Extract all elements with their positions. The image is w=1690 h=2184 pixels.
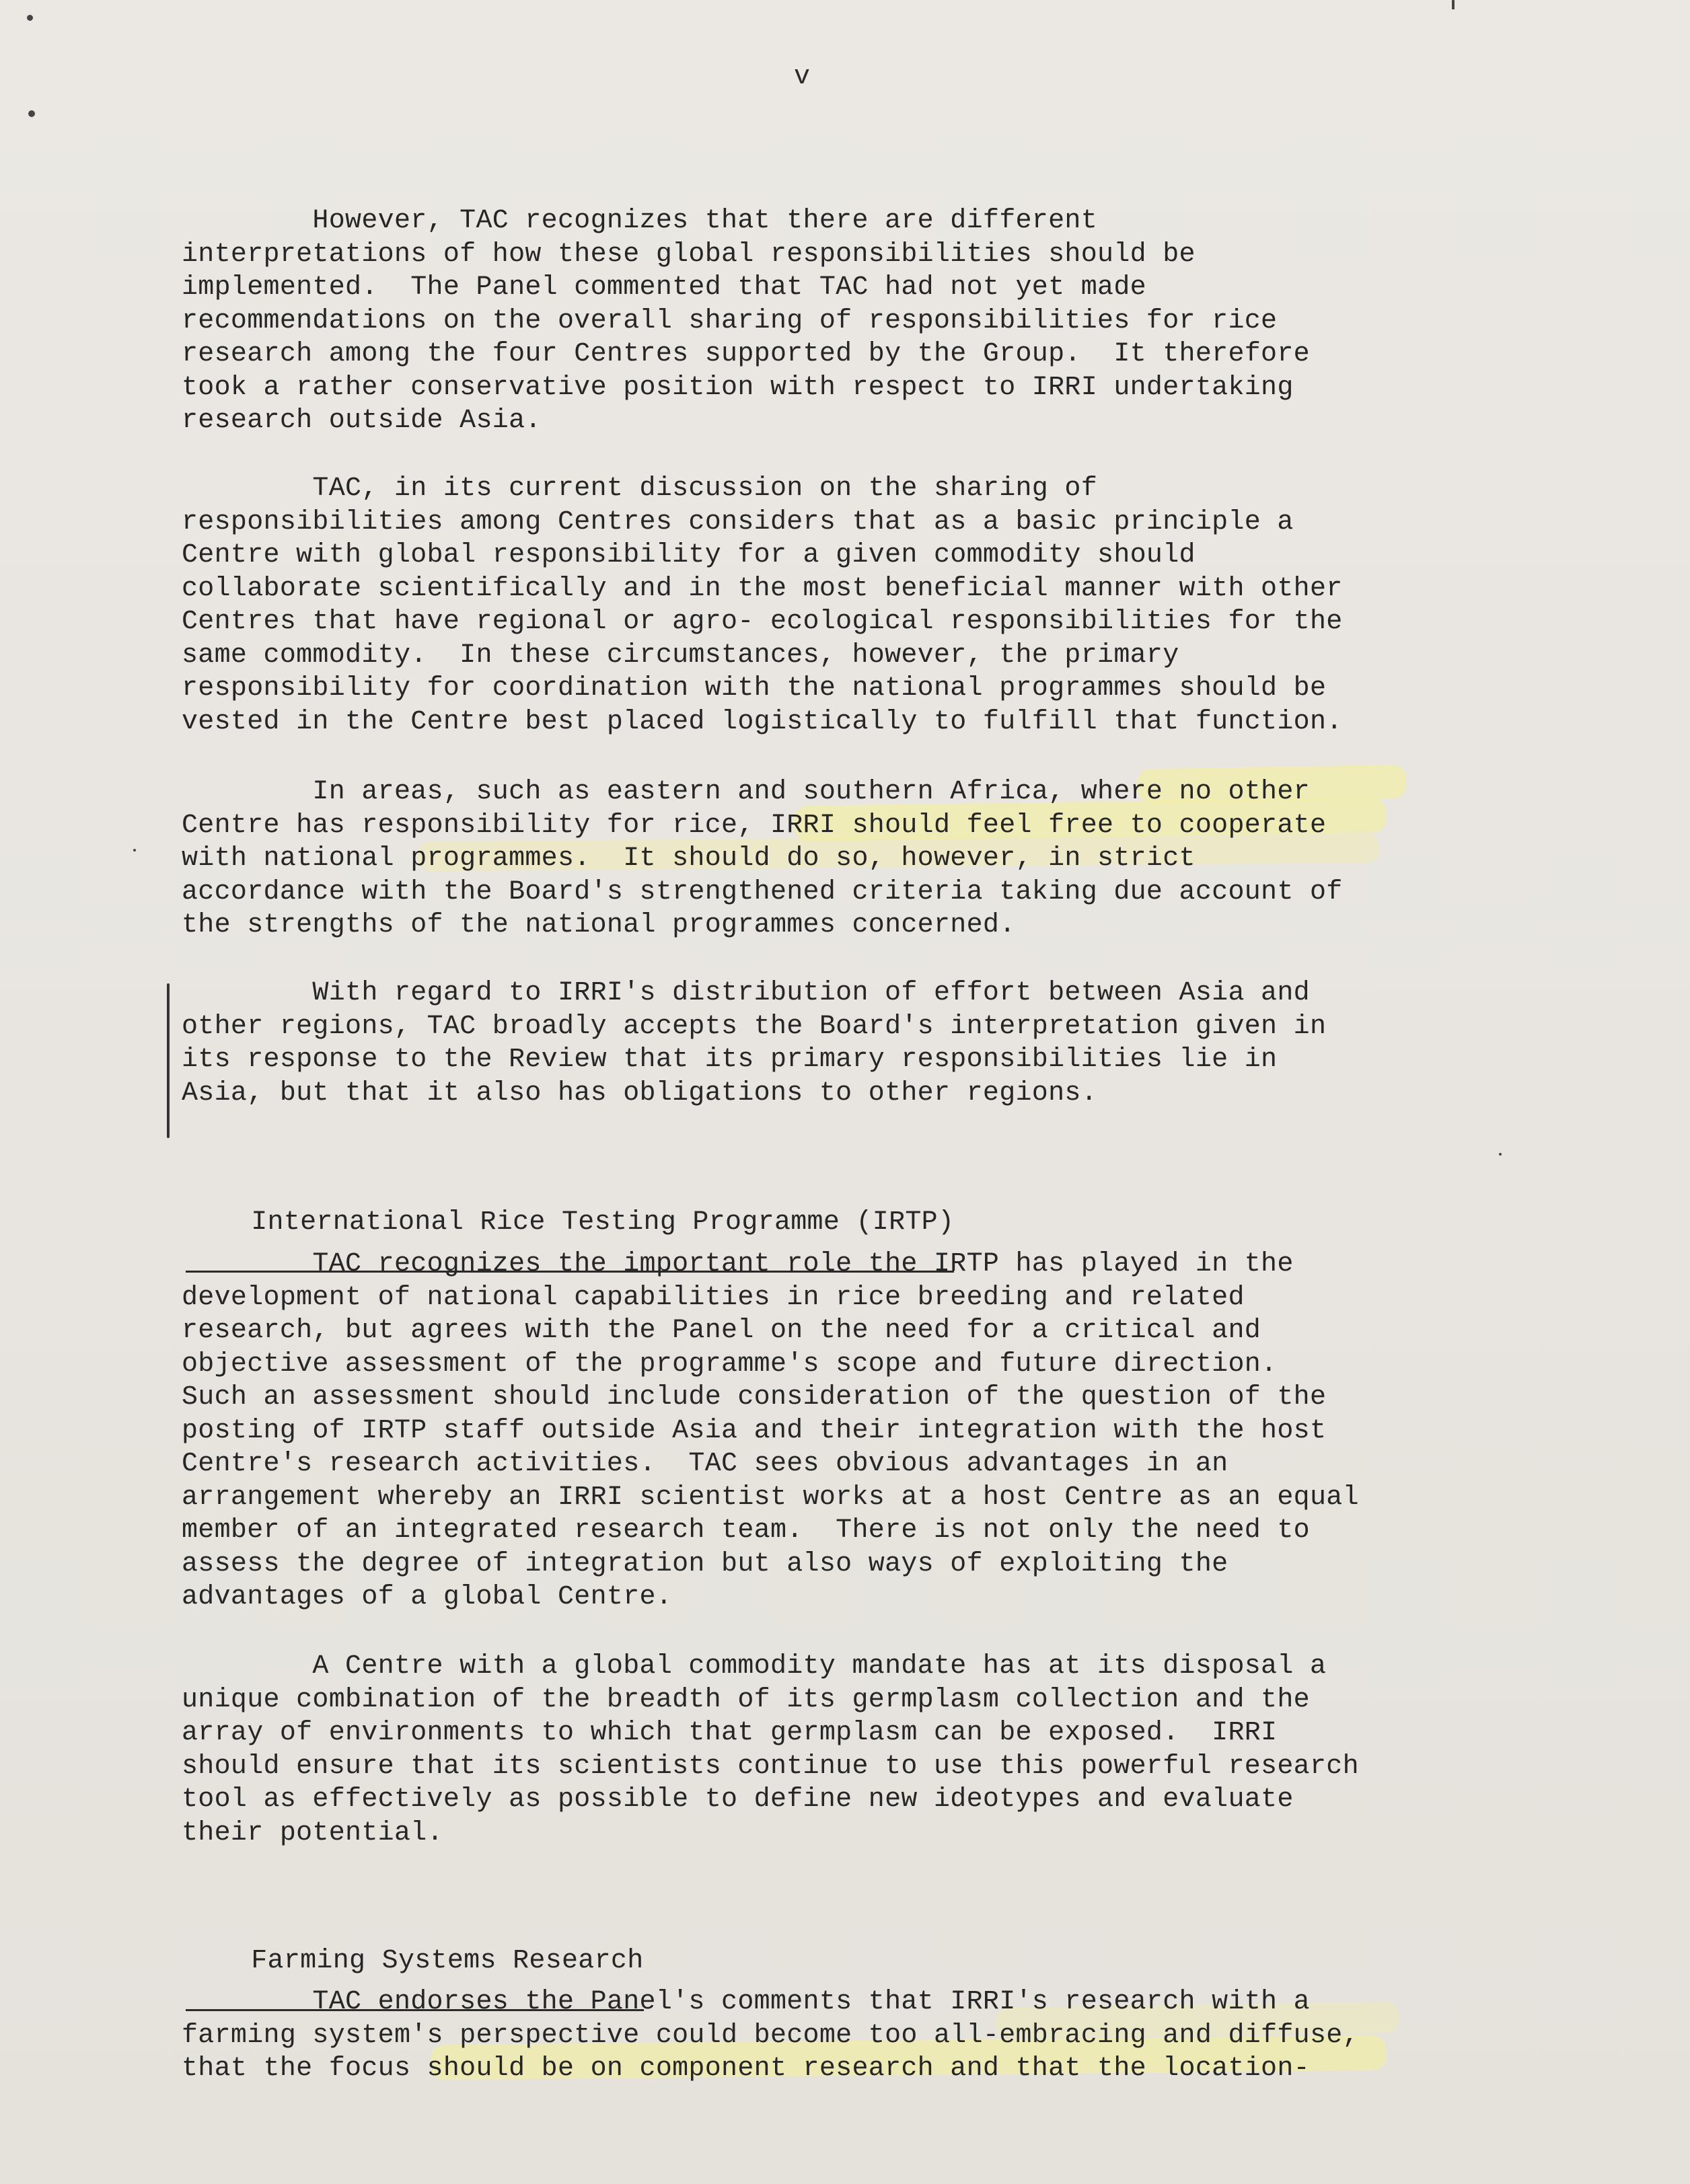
- text-line: A Centre with a global commodity mandate has at its disposal a: [182, 1651, 1327, 1682]
- text-line: should ensure that its scientists continue to use this powerful research: [182, 1751, 1359, 1782]
- text-line: their potential.: [182, 1817, 443, 1848]
- page-number: v: [794, 62, 811, 92]
- paragraph: [182, 1248, 1628, 1614]
- paragraph: [182, 472, 1628, 739]
- paper-speck: [1452, 0, 1455, 9]
- paper-speck: [28, 110, 35, 117]
- paragraph: [182, 1650, 1628, 1850]
- paragraph: [182, 1986, 1628, 2086]
- text-line: collaborate scientifically and in the most beneficial manner with other: [182, 573, 1343, 604]
- paper-speck: [27, 15, 33, 21]
- text-line: member of an integrated research team. There is not only the need to: [182, 1515, 1310, 1546]
- text-line: Centre with global responsibility for a given commodity should: [182, 540, 1196, 570]
- text-line: that the focus should be on component research and that the location-: [182, 2054, 1310, 2084]
- text-line: responsibilities among Centres considers that as a basic principle a: [182, 506, 1294, 537]
- text-line: TAC endorses the Panel's comments that IRRI's research with a: [182, 1987, 1310, 2017]
- text-line: arrangement whereby an IRRI scientist works at a host Centre as an equal: [182, 1482, 1359, 1513]
- margin-bracket-mark: [167, 983, 170, 1138]
- text-line: research among the four Centres supported by the Group. It therefore: [182, 339, 1310, 369]
- text-line: other regions, TAC broadly accepts the Board's interpretation given in: [182, 1011, 1327, 1042]
- text-line: TAC, in its current discussion on the sharing of: [182, 474, 1098, 504]
- paper-speck: [133, 849, 136, 852]
- text-line: Asia, but that it also has obligations to other regions.: [182, 1078, 1098, 1108]
- text-line: objective assessment of the programme's scope and future direction.: [182, 1349, 1278, 1380]
- paper-speck: [1499, 1153, 1502, 1156]
- text-line: assess the degree of integration but also ways of exploiting the: [182, 1548, 1228, 1579]
- text-line: accordance with the Board's strengthened criteria taking due account of: [182, 876, 1343, 907]
- text-line: farming system's perspective could become too all-embracing and diffuse,: [182, 2020, 1359, 2051]
- text-line: research outside Asia.: [182, 406, 542, 436]
- text-line: recommendations on the overall sharing of responsibilities for rice: [182, 305, 1278, 336]
- text-line: with national programmes. It should do so, however, in strict: [182, 843, 1196, 874]
- text-line: unique combination of the breadth of its germplasm collection and the: [182, 1684, 1310, 1715]
- text-line: With regard to IRRI's distribution of effort between Asia and: [182, 978, 1310, 1008]
- text-line: posting of IRTP staff outside Asia and their integration with the host: [182, 1415, 1327, 1446]
- text-line: interpretations of how these global responsibilities should be: [182, 239, 1196, 270]
- text-line: Such an assessment should include consideration of the question of the: [182, 1382, 1327, 1413]
- paragraph: [182, 977, 1628, 1110]
- text-line: implemented. The Panel commented that TAC had not yet made: [182, 272, 1146, 303]
- text-line: tool as effectively as possible to define new ideotypes and evaluate: [182, 1784, 1294, 1815]
- text-line: research, but agrees with the Panel on the need for a critical and: [182, 1316, 1261, 1346]
- text-line: TAC recognizes the important role the IRTP has played in the: [182, 1249, 1294, 1279]
- section-heading-text: International Rice Testing Programme (IRTP): [251, 1207, 955, 1238]
- text-line: the strengths of the national programmes concerned.: [182, 910, 1016, 940]
- section-heading-text: Farming Systems Research: [251, 1946, 644, 1976]
- text-line: However, TAC recognizes that there are different: [182, 206, 1098, 236]
- text-line: Centre has responsibility for rice, IRRI should feel free to cooperate: [182, 810, 1327, 841]
- paragraph: [182, 204, 1628, 438]
- text-line: In areas, such as eastern and southern Africa, where no other: [182, 777, 1310, 807]
- text-line: development of national capabilities in rice breeding and related: [182, 1282, 1245, 1313]
- text-line: its response to the Review that its primary responsibilities lie in: [182, 1045, 1278, 1075]
- text-line: Centres that have regional or agro- ecological responsibilities for the: [182, 607, 1343, 637]
- text-line: Centre's research activities. TAC sees obvious advantages in an: [182, 1449, 1228, 1479]
- text-line: responsibility for coordination with the national programmes should be: [182, 673, 1327, 704]
- text-line: same commodity. In these circumstances, however, the primary: [182, 640, 1179, 671]
- text-line: vested in the Centre best placed logistically to fulfill that function.: [182, 706, 1343, 737]
- text-line: array of environments to which that germplasm can be exposed. IRRI: [182, 1718, 1278, 1748]
- text-line: took a rather conservative position with respect to IRRI undertaking: [182, 372, 1294, 403]
- text-line: advantages of a global Centre.: [182, 1582, 673, 1612]
- paragraph: [182, 776, 1628, 942]
